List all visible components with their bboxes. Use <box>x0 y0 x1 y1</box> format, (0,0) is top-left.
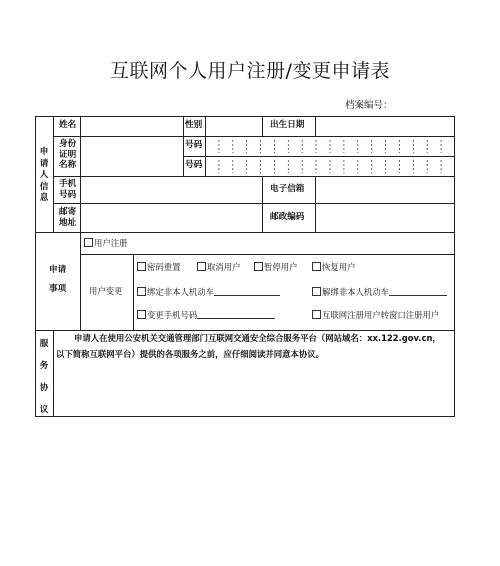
postcode-label: 邮政编码 <box>270 212 305 222</box>
archive-number-label: 档案编号： <box>345 100 393 111</box>
bind-vehicle-blank[interactable] <box>214 287 280 296</box>
unbind-vehicle-checkbox[interactable] <box>312 287 321 296</box>
restore-user-option[interactable]: 恢复用户 <box>312 262 356 271</box>
change-phone-checkbox[interactable] <box>137 310 146 319</box>
id-number-label-2: 号码 <box>185 160 203 170</box>
change-phone-blank[interactable] <box>197 310 275 319</box>
transfer-window-option[interactable]: 互联网注册用户转窗口注册用户 <box>312 310 439 319</box>
pwd-reset-option[interactable]: 密码重置 <box>137 262 181 271</box>
unbind-vehicle-blank[interactable] <box>389 287 447 296</box>
email-label: 电子信箱 <box>270 184 305 194</box>
name-label: 姓名 <box>59 120 77 130</box>
birth-date-label: 出生日期 <box>270 120 305 130</box>
gender-label: 性别 <box>185 120 203 130</box>
bind-vehicle-option[interactable]: 绑定非本人机动车 <box>137 287 280 296</box>
applicant-section-label: 申 请 人 信 息 <box>39 147 49 204</box>
cancel-user-option[interactable]: 取消用户 <box>197 262 241 271</box>
pwd-reset-checkbox[interactable] <box>137 262 146 271</box>
items-section-label: 申请 事项 <box>49 265 67 294</box>
id-type-label: 身份 证明 名称 <box>59 139 77 171</box>
change-label: 用户变更 <box>89 286 123 296</box>
agreement-section-label: 服 务 协 议 <box>39 339 49 415</box>
cancel-user-checkbox[interactable] <box>197 262 206 271</box>
agreement-text: 申请人在使用公安机关交通管理部门互联网交通安全综合服务平台（网站域名：xx.122.gov.cn， 以下简称互联网平台）提供的各项服务之前，应仔细阅读并同意本协议。 <box>56 333 441 359</box>
phone-label: 手机 号码 <box>59 179 77 200</box>
address-label: 邮寄 地址 <box>59 207 77 228</box>
restore-user-checkbox[interactable] <box>312 262 321 271</box>
change-phone-option[interactable]: 变更手机号码 <box>137 310 275 319</box>
id-number-label-1: 号码 <box>185 140 203 150</box>
transfer-window-checkbox[interactable] <box>312 310 321 319</box>
register-option[interactable]: 用户注册 <box>84 238 128 247</box>
suspend-user-option[interactable]: 暂停用户 <box>254 262 298 271</box>
bind-vehicle-checkbox[interactable] <box>137 287 146 296</box>
unbind-vehicle-option[interactable]: 解绑非本人机动车 <box>312 287 447 296</box>
suspend-user-checkbox[interactable] <box>254 262 263 271</box>
register-checkbox[interactable] <box>84 238 93 247</box>
form-title: 互联网个人用户注册/变更申请表 <box>110 60 390 82</box>
